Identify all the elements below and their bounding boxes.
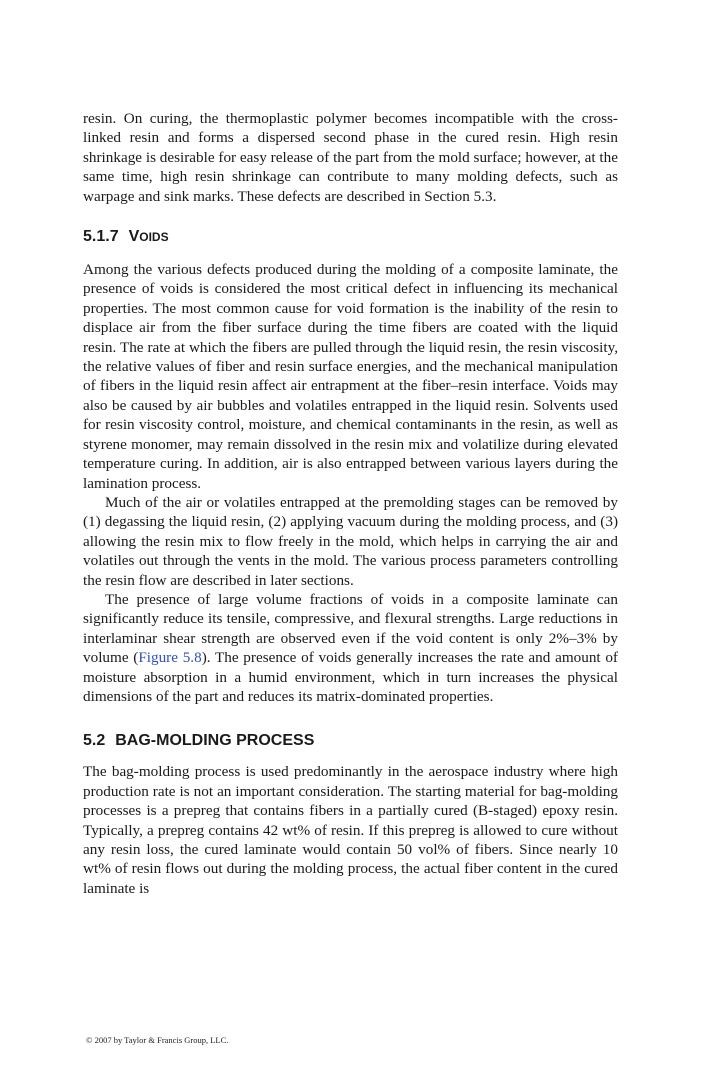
figure-reference-link[interactable]: Figure 5.8 <box>138 649 202 667</box>
section-title-rest: OIDS <box>139 230 169 245</box>
page-body <box>83 109 618 898</box>
section-number: 5.2 <box>83 732 106 750</box>
copyright-footer: © 2007 by Taylor & Francis Group, LLC. <box>86 1035 229 1045</box>
section-number: 5.1.7 <box>83 228 119 246</box>
intro-paragraph: resin. On curing, the thermoplastic polymer becomes incompatible with the cross-linked resin and forms a dispersed second phase in the cured resin. High resin shrinkage is desirable for easy release of the part from the mold surface; however, at the same time, high resin shrinkage can contribute to many molding defects, such as warpage and sink marks. These defects are described in Section 5.3. <box>83 110 618 205</box>
voids-paragraph-1: Among the various defects produced during the molding of a composite laminate, the presence of voids is considered the most critical defect in influencing its mechanical properties. The most common cause for void formation is the inability of the resin to displace air from the fiber surface during the time fibers are coated with the liquid resin. The rate at which the fibers are pulled through the liquid resin, the resin viscosity, the relative values of fiber and resin surface energies, and the mechanical manipulation of fibers in the liquid resin affect air entrapment at the fiber–resin interface. Voids may also be caused by air bubbles and volatiles entrapped in the liquid resin. Solvents used for resin viscosity control, moisture, and chemical contaminants in the resin, as well as styrene monomer, may remain dissolved in the resin mix and volatilize during elevated temperature curing. In addition, air is also entrapped between various layers during the lamination process. <box>83 261 618 492</box>
bag-molding-paragraph: The bag-molding process is used predominantly in the aerospace industry where high production rate is not an important consideration. The starting material for bag-molding processes is a prepreg that contains fibers in a partially cured (B-staged) epoxy resin. Typically, a prepreg contains 42 wt% of resin. If this prepreg is allowed to cure without any resin loss, the cured laminate would contain 50 vol% of fibers. Since nearly 10 wt% of resin flows out during the molding process, the actual fiber content in the cured laminate is <box>83 763 618 897</box>
voids-paragraph-3 <box>83 590 618 706</box>
section-heading-voids <box>83 228 618 246</box>
section-heading-bag-molding <box>83 732 618 750</box>
voids-paragraph-2: Much of the air or volatiles entrapped at the premolding stages can be removed by (1) degassing the liquid resin, (2) applying vacuum during the molding process, and (3) allowing the resin mix to flow freely in the mold, which helps in carrying the air and volatiles out through the vents in the mold. The various process parameters controlling the resin flow are described in later sections. <box>83 493 618 589</box>
voids-paragraph-3-text-a: The presence of large volume fractions of voids in a composite laminate can significantly reduce its tensile, compressive, and flexural strengths. Large reductions in interlaminar shear strength are observed even if the void content is only 2%–3% by volume ( <box>83 590 618 667</box>
voids-paragraph-3-text-b: ). The presence of voids generally increases the rate and amount of moisture absorption in a humid environment, which in turn increases the physical dimensions of the part and reduces its matrix-dominated properties. <box>83 649 618 705</box>
section-title: BAG-MOLDING PROCESS <box>115 732 315 750</box>
section-title-initial: V <box>128 228 140 246</box>
